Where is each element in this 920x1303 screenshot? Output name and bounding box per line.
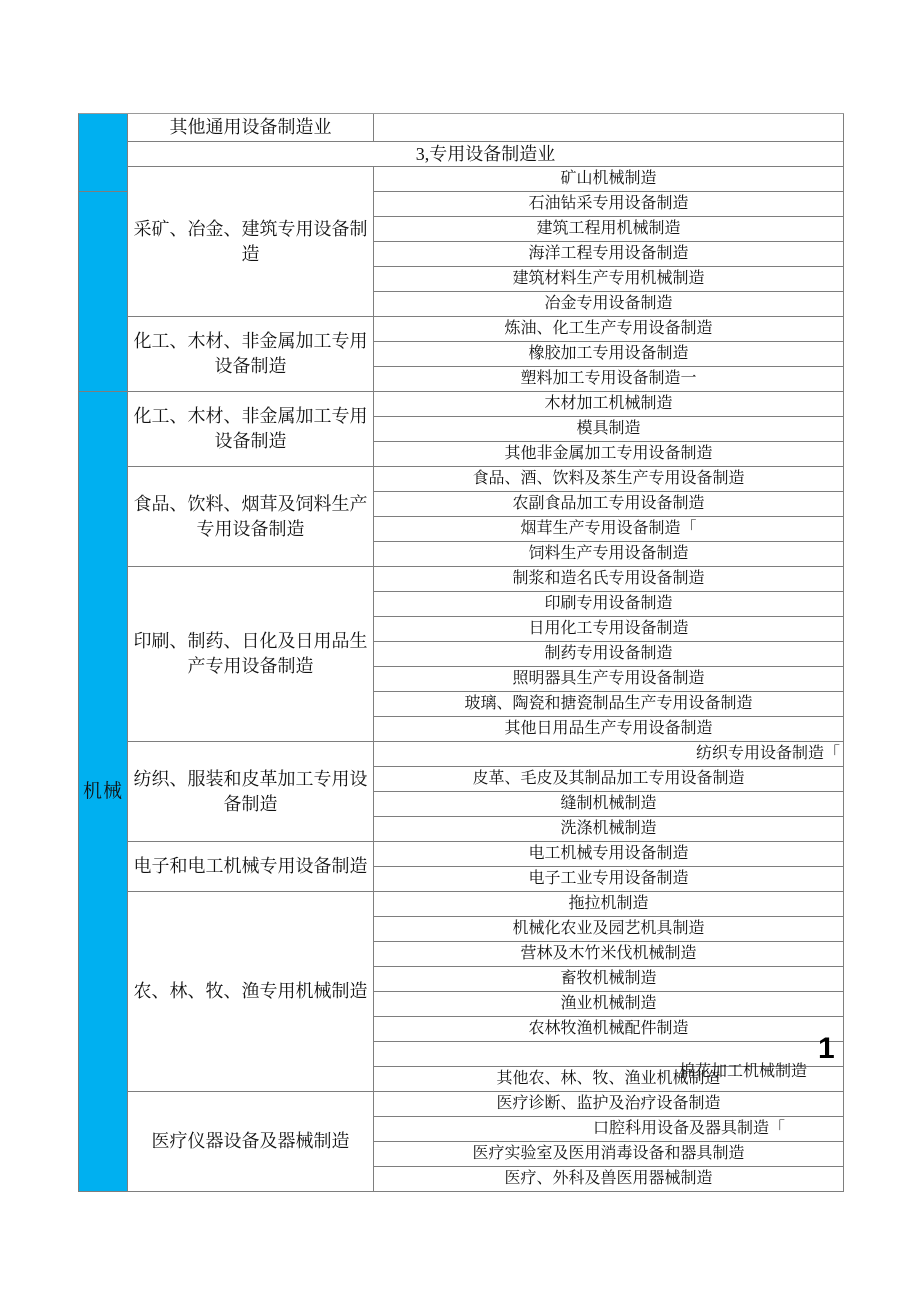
left-band-cell (79, 114, 128, 192)
header-empty-cell (374, 114, 844, 142)
item-row (374, 692, 844, 717)
item-text: 拖拉机制造 (568, 895, 649, 912)
item-text: 缝制机械制造 (560, 795, 657, 812)
classification-table (78, 113, 844, 1192)
category-cell: 纺织、服装和皮革加工专用设备制造 (128, 742, 374, 842)
item-text: 塑料加工专用设备制造一 (520, 370, 697, 387)
left-band-cell (79, 392, 128, 1192)
item-text: 印刷专用设备制造 (544, 595, 673, 612)
clipped-item-text: 棉花加工机械制造 (678, 1063, 807, 1080)
item-row (374, 167, 844, 192)
item-text: 口腔科用设备及器具制造「 (592, 1120, 785, 1137)
item-row (374, 1142, 844, 1167)
item-text: 食品、酒、饮料及茶生产专用设备制造 (472, 470, 745, 487)
item-text: 畜牧机械制造 (560, 970, 657, 987)
item-row (374, 292, 844, 317)
item-text: 海洋工程专用设备制造 (528, 245, 689, 262)
item-row (374, 417, 844, 442)
item-text: 照明器具生产专用设备制造 (512, 670, 705, 687)
item-text: 医疗诊断、监护及治疗设备制造 (496, 1095, 721, 1112)
item-text: 模具制造 (576, 420, 641, 437)
item-text: 炼油、化工生产专用设备制造 (504, 320, 713, 337)
item-text: 医疗、外科及兽医用器械制造 (504, 1170, 713, 1187)
item-row (374, 342, 844, 367)
item-row (374, 442, 844, 467)
item-text: 渔业机械制造 (560, 995, 657, 1012)
item-text: 农林牧渔机械配件制造 (528, 1020, 689, 1037)
item-text: 机械化农业及园艺机具制造 (512, 920, 705, 937)
item-row (374, 1017, 844, 1042)
item-text: 其他日用品生产专用设备制造 (504, 720, 713, 737)
machinery-label: 机械 (82, 780, 123, 802)
item-row (374, 767, 844, 792)
item-row (374, 242, 844, 267)
category-cell: 医疗仪器设备及器械制造 (128, 1092, 374, 1192)
item-row (374, 267, 844, 292)
item-text: 建筑材料生产专用机械制造 (512, 270, 705, 287)
item-row (374, 317, 844, 342)
item-row (374, 1167, 844, 1192)
left-band-cell (79, 192, 128, 392)
item-row (374, 467, 844, 492)
item-row (374, 842, 844, 867)
item-row (374, 942, 844, 967)
item-row (374, 817, 844, 842)
item-row (374, 917, 844, 942)
item-text: 冶金专用设备制造 (544, 295, 673, 312)
category-cell: 采矿、冶金、建筑专用设备制造 (128, 167, 374, 317)
item-text: 橡胶加工专用设备制造 (528, 345, 689, 362)
category-cell: 印刷、制药、日化及日用品生产专用设备制造 (128, 567, 374, 742)
span-header-cell: 3,专用设备制造业 (128, 142, 844, 167)
category-cell: 化工、木材、非金属加工专用设备制造 (128, 317, 374, 392)
item-text: 皮革、毛皮及其制品加工专用设备制造 (472, 770, 745, 787)
item-row (374, 592, 844, 617)
item-row (374, 567, 844, 592)
item-text: 矿山机械制造 (560, 170, 657, 187)
item-row (374, 392, 844, 417)
item-text: 洗涤机械制造 (560, 820, 657, 837)
item-text: 纺织专用设备制造「 (695, 745, 840, 762)
item-row (374, 892, 844, 917)
item-text: 木材加工机械制造 (544, 395, 673, 412)
item-row (374, 742, 844, 767)
page-number-overlay: 1 (818, 1032, 835, 1065)
item-text: 制药专用设备制造 (544, 645, 673, 662)
category-cell: 化工、木材、非金属加工专用设备制造 (128, 392, 374, 467)
item-row (374, 1117, 844, 1142)
item-row (374, 867, 844, 892)
item-text: 饲料生产专用设备制造 (528, 545, 689, 562)
category-cell: 农、林、牧、渔专用机械制造 (128, 892, 374, 1092)
item-row (374, 617, 844, 642)
item-row (374, 667, 844, 692)
item-row (374, 192, 844, 217)
item-text: 电子工业专用设备制造 (528, 870, 689, 887)
item-row (374, 492, 844, 517)
item-text: 电工机械专用设备制造 (528, 845, 689, 862)
category-cell: 电子和电工机械专用设备制造 (128, 842, 374, 892)
item-row (374, 717, 844, 742)
item-text: 其他农、林、牧、渔业机械制造 (496, 1070, 721, 1087)
item-text: 农副食品加工专用设备制造 (512, 495, 705, 512)
item-text: 制浆和造名氏专用设备制造 (512, 570, 705, 587)
item-text: 营林及木竹米伐机械制造 (520, 945, 697, 962)
item-row (374, 967, 844, 992)
item-row (374, 517, 844, 542)
item-row (374, 542, 844, 567)
item-text: 其他非金属加工专用设备制造 (504, 445, 713, 462)
item-text: 建筑工程用机械制造 (536, 220, 681, 237)
item-row (374, 642, 844, 667)
item-row (374, 992, 844, 1017)
item-row (374, 217, 844, 242)
header-category-cell: 其他通用设备制造业 (128, 114, 374, 142)
item-text: 医疗实验室及医用消毒设备和器具制造 (472, 1145, 745, 1162)
item-text: 玻璃、陶瓷和搪瓷制品生产专用设备制造 (464, 695, 753, 712)
item-row (374, 367, 844, 392)
item-text: 烟茸生产专用设备制造「 (520, 520, 697, 537)
item-text: 日用化工专用设备制造 (528, 620, 689, 637)
item-row (374, 792, 844, 817)
category-cell: 食品、饮料、烟茸及饲料生产专用设备制造 (128, 467, 374, 567)
item-row (374, 1092, 844, 1117)
item-text: 石油钻采专用设备制造 (528, 195, 689, 212)
